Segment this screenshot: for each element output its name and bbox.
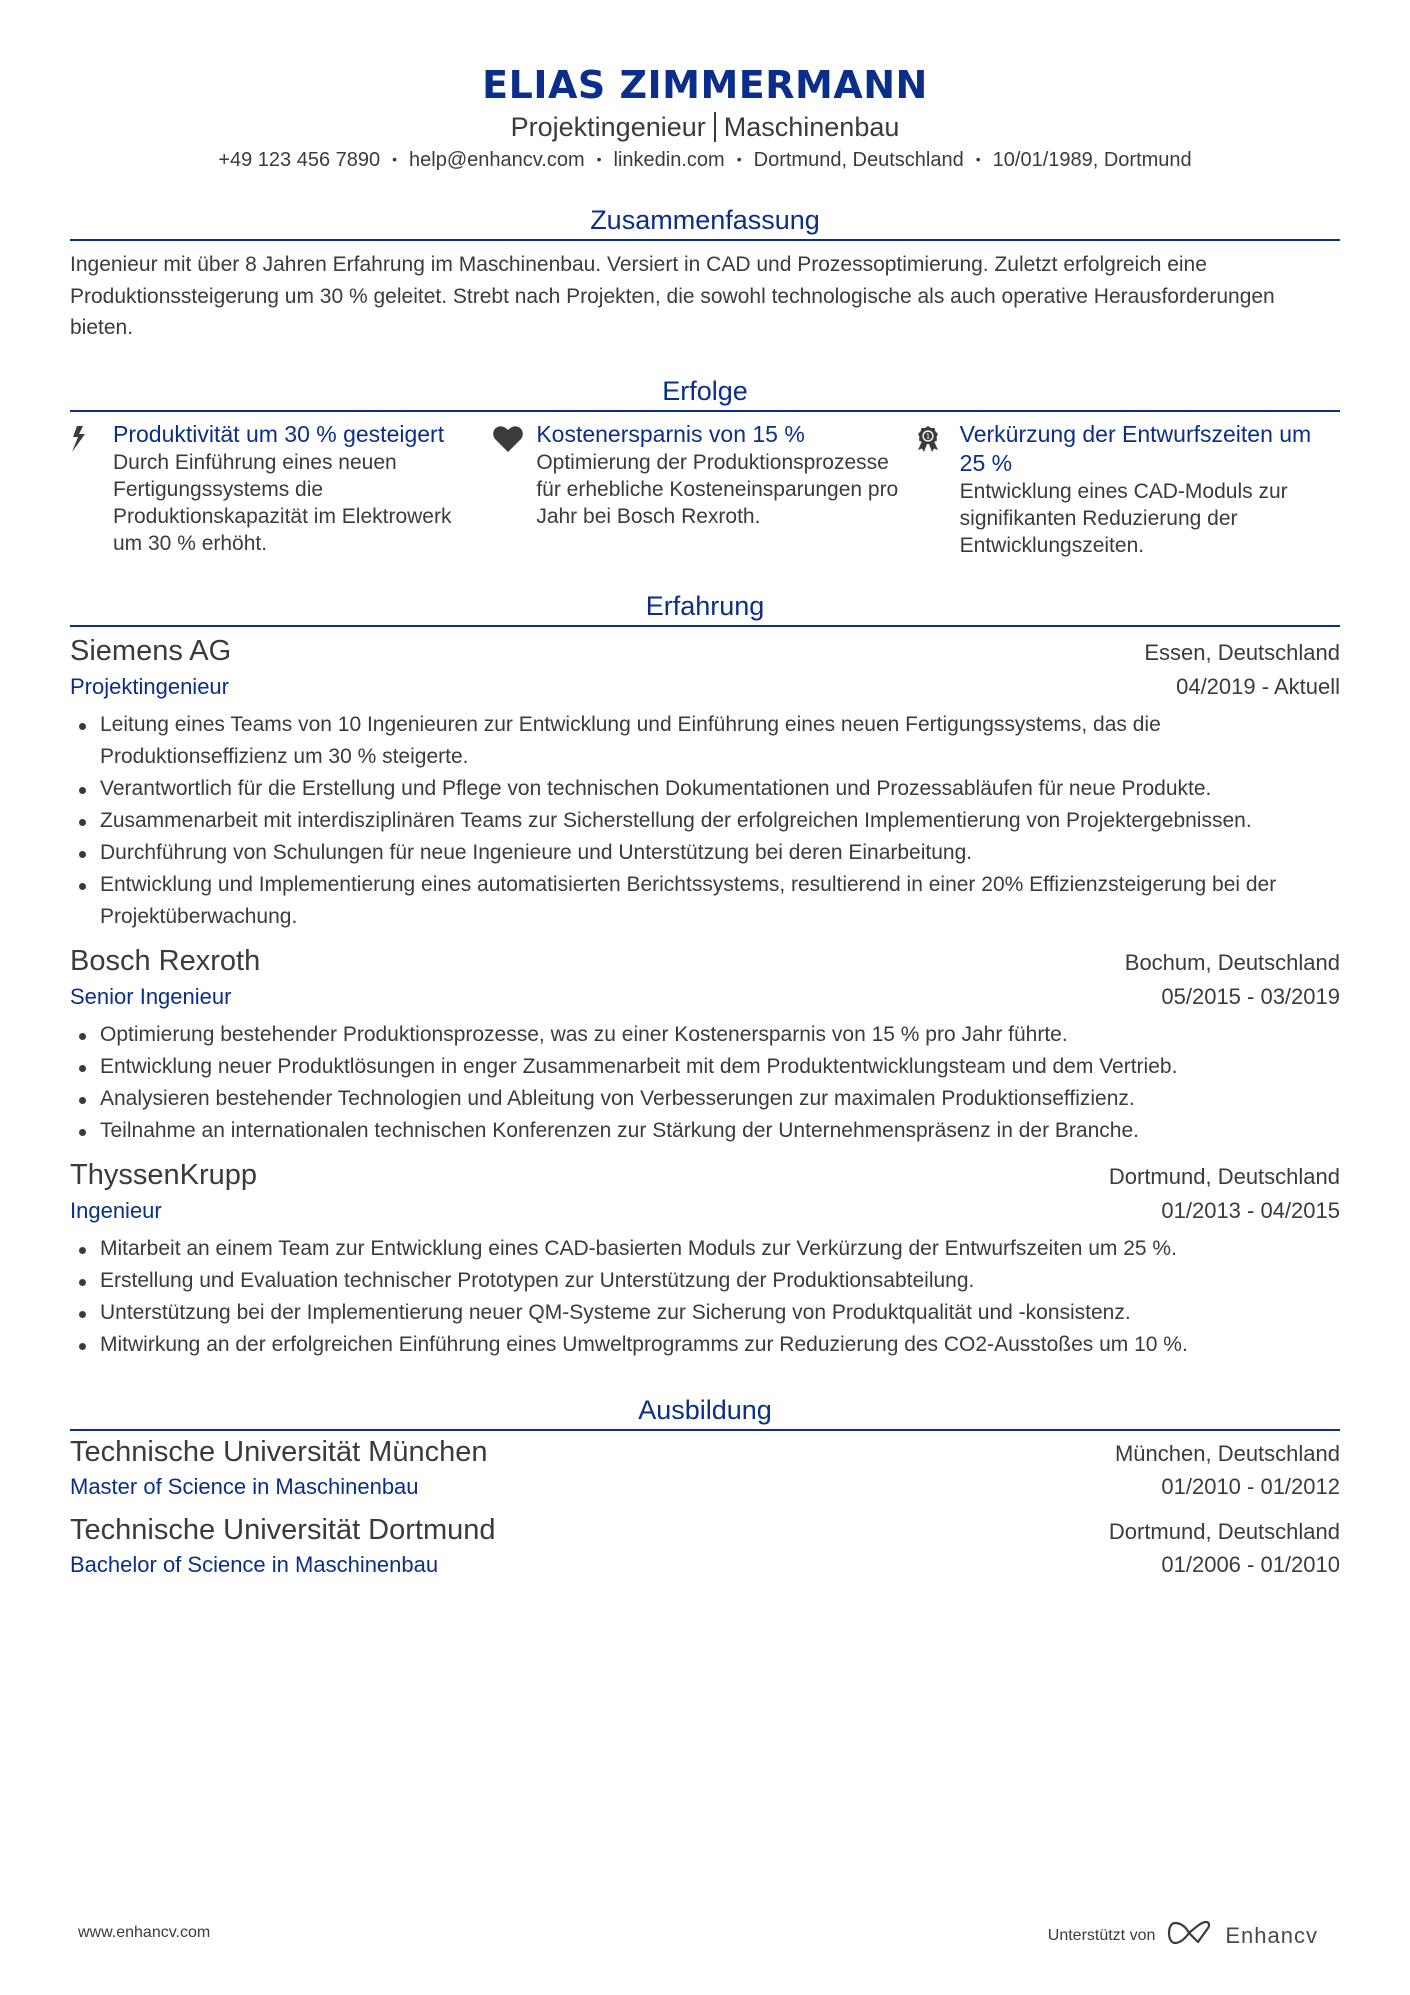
contact-phone: +49 123 456 7890 (218, 149, 381, 171)
edu-degree: Master of Science in Maschinenbau (70, 1473, 419, 1499)
achievement-title: Verkürzung der Entwurfszeiten um 25 % (959, 420, 1312, 476)
achievement-item (917, 420, 1340, 559)
edu-school: Technische Universität München (70, 1435, 488, 1468)
summary-text: Ingenieur mit über 8 Jahren Erfahrung im Maschinenbau. Versiert in CAD und Prozessoptimierung. Zuletzt erfolgreich eine Produktionssteigerung um 30 % geleitet. Strebt nach Projekten, die sowohl technologische als auch operative Herausforderungen bieten. (70, 253, 1275, 339)
achievement-item (493, 420, 916, 559)
summary-section (70, 203, 1340, 344)
job-role: Senior Ingenieur (70, 983, 232, 1009)
candidate-name: ELIAS ZIMMERMANN (482, 63, 928, 107)
experience-section (70, 589, 1340, 1361)
separator-dot: • (392, 151, 398, 167)
achievement-description: Durch Einführung eines neuen Fertigungssystems die Produktionskapazität im Elektrowerk um 30 % erhöht. (113, 450, 452, 555)
heart-icon (493, 420, 536, 452)
job-dates: 04/2019 - Aktuell (1176, 673, 1340, 699)
job-role: Projektingenieur (70, 673, 229, 699)
edu-dates: 01/2006 - 01/2010 (1161, 1551, 1340, 1577)
achievements-list (70, 420, 1340, 559)
job-dates: 05/2015 - 03/2019 (1161, 983, 1340, 1009)
enhancv-logo-icon (1167, 1920, 1213, 1951)
candidate-title (70, 110, 1340, 144)
contact-location: Dortmund, Deutschland (753, 149, 964, 171)
education-entry (70, 1513, 1340, 1583)
job-dates: 01/2013 - 04/2015 (1161, 1197, 1340, 1223)
job-entry (70, 633, 1340, 933)
section-heading-summary: Zusammenfassung (590, 205, 820, 235)
edu-location: Dortmund, Deutschland (1108, 1518, 1340, 1544)
title-field: Maschinenbau (723, 112, 900, 142)
section-divider (70, 625, 1340, 627)
contact-linkedin[interactable]: linkedin.com (613, 149, 725, 171)
resume-page (70, 0, 1340, 1583)
section-heading-experience: Erfahrung (645, 590, 765, 621)
job-location: Essen, Deutschland (1144, 639, 1340, 665)
lightning-bolt-icon (70, 420, 113, 452)
job-bullet: Mitwirkung an der erfolgreichen Einführung eines Umweltprogramms zur Reduzierung des CO2-Ausstoßes um 10 %. (70, 1329, 1340, 1361)
title-role: Projektingenieur (510, 112, 706, 142)
contact-email[interactable]: help@enhancv.com (409, 149, 585, 171)
edu-dates: 01/2010 - 01/2012 (1161, 1473, 1340, 1499)
edu-location: München, Deutschland (1114, 1440, 1340, 1466)
resume-header (70, 0, 1340, 173)
job-bullets (70, 1233, 1340, 1361)
award-medal-icon (917, 420, 960, 452)
job-bullet: Optimierung bestehender Produktionsprozesse, was zu einer Kostenersparnis von 15 % pro Jahr führte. (70, 1019, 1340, 1051)
achievement-item (70, 420, 493, 559)
job-bullet: Durchführung von Schulungen für neue Ingenieure und Unterstützung bei deren Einarbeitung. (70, 837, 1340, 869)
job-bullet: Leitung eines Teams von 10 Ingenieuren zur Entwicklung und Einführung eines neuen Fertigungssystems, das die Produktionseffizienz um 30 % steigerte. (70, 709, 1340, 773)
section-divider (70, 410, 1340, 412)
job-bullet: Unterstützung bei der Implementierung neuer QM-Systeme zur Sicherung von Produktqualität und -konsistenz. (70, 1297, 1340, 1329)
title-divider (714, 112, 716, 142)
edu-school: Technische Universität Dortmund (70, 1513, 496, 1546)
contact-birth: 10/01/1989, Dortmund (992, 149, 1192, 171)
svg-text:1: 1 (925, 432, 930, 441)
job-bullet: Zusammenarbeit mit interdisziplinären Teams zur Sicherstellung der erfolgreichen Implementierung von Projektergebnissen. (70, 805, 1340, 837)
job-company: Siemens AG (70, 634, 232, 667)
enhancv-brand[interactable]: Enhancv (1225, 1922, 1318, 1948)
job-company: Bosch Rexroth (70, 944, 261, 977)
separator-dot: • (596, 151, 602, 167)
separator-dot: • (975, 151, 981, 167)
section-divider (70, 239, 1340, 241)
achievement-description: Optimierung der Produktionsprozesse für erhebliche Kosteneinsparungen pro Jahr bei Bosch Rexroth. (536, 450, 899, 528)
achievements-section (70, 374, 1340, 559)
education-entry (70, 1435, 1340, 1505)
job-bullet: Entwicklung und Implementierung eines automatisierten Berichtssystems, resultierend in einer 20% Effizienzsteigerung bei der Projektüberwachung. (70, 869, 1340, 933)
section-heading-education: Ausbildung (638, 1394, 772, 1425)
job-bullet: Teilnahme an internationalen technischen Konferenzen zur Stärkung der Unternehmenspräsenz in der Branche. (70, 1115, 1340, 1147)
powered-by-label: Unterstützt von (1047, 1926, 1156, 1944)
powered-by (1048, 1920, 1318, 1951)
separator-dot: • (736, 151, 742, 167)
job-bullet: Mitarbeit an einem Team zur Entwicklung eines CAD-basierten Moduls zur Verkürzung der Entwurfszeiten um 25 %. (70, 1233, 1340, 1265)
job-location: Dortmund, Deutschland (1108, 1163, 1340, 1189)
achievement-title: Produktivität um 30 % gesteigert (113, 420, 445, 447)
contact-line (70, 146, 1340, 173)
job-bullet: Analysieren bestehender Technologien und Ableitung von Verbesserungen zur maximalen Produktionseffizienz. (70, 1083, 1340, 1115)
job-bullets (70, 1019, 1340, 1147)
job-entry (70, 1157, 1340, 1361)
job-bullet: Entwicklung neuer Produktlösungen in enger Zusammenarbeit mit dem Produktentwicklungsteam und dem Vertrieb. (70, 1051, 1340, 1083)
job-bullet: Verantwortlich für die Erstellung und Pflege von technischen Dokumentationen und Prozessabläufen für neue Produkte. (70, 773, 1340, 805)
job-location: Bochum, Deutschland (1124, 949, 1340, 975)
job-role: Ingenieur (70, 1197, 162, 1223)
edu-degree: Bachelor of Science in Maschinenbau (70, 1551, 439, 1577)
section-heading-achievements: Erfolge (662, 375, 748, 406)
achievement-title: Kostenersparnis von 15 % (536, 420, 805, 447)
footer-website-link[interactable]: www.enhancv.com (78, 1924, 211, 1941)
job-bullet: Erstellung und Evaluation technischer Prototypen zur Unterstützung der Produktionsabteilung. (70, 1265, 1340, 1297)
education-section (70, 1393, 1340, 1583)
page-footer (0, 1920, 1410, 1950)
section-divider (70, 1429, 1340, 1431)
job-entry (70, 943, 1340, 1147)
job-company: ThyssenKrupp (70, 1158, 257, 1191)
job-bullets (70, 709, 1340, 933)
achievement-description: Entwicklung eines CAD-Moduls zur signifikanten Reduzierung der Entwicklungszeiten. (959, 479, 1288, 557)
